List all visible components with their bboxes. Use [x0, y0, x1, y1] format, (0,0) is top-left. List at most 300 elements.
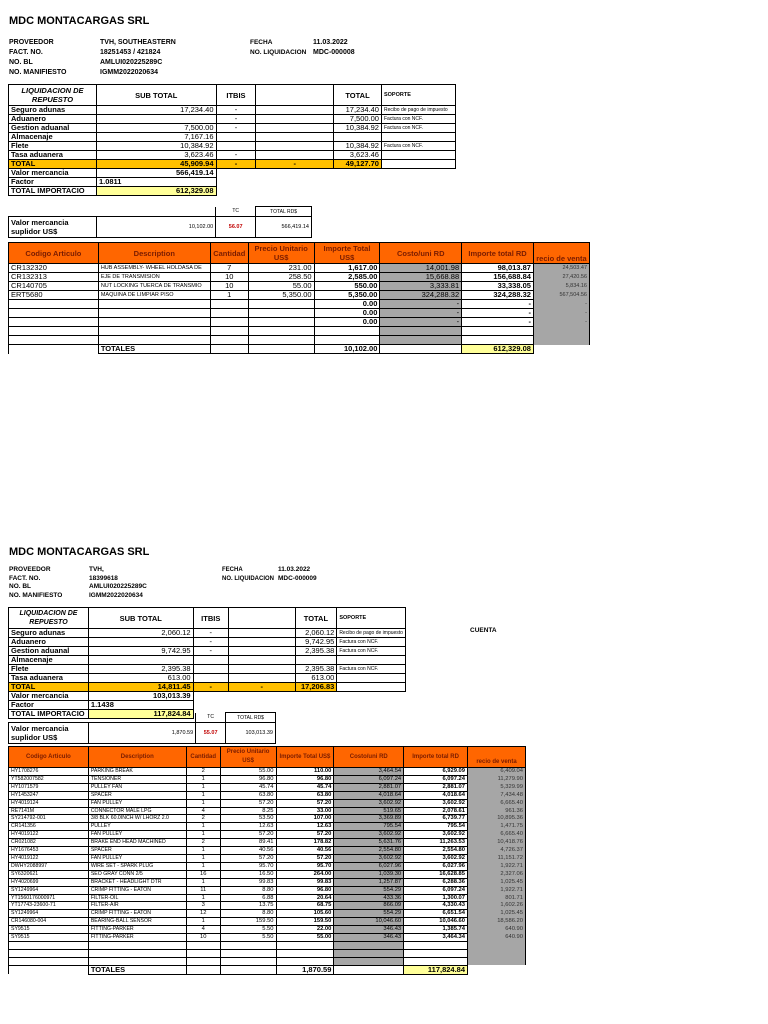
table-row: [9, 815, 526, 823]
sale-price-cell: [468, 941, 526, 949]
total-rd-cell: 3,464.34: [404, 934, 468, 942]
total-us-cell: 107.00: [276, 815, 334, 823]
unit-price-cell: 8.80: [220, 886, 276, 894]
description-cell: [98, 309, 210, 318]
total-us-cell: 99.83: [276, 878, 334, 886]
sale-price-cell: 801.71: [468, 894, 526, 902]
code-cell: HY1453247: [9, 791, 89, 799]
unit-price-cell: 258.50: [248, 273, 314, 282]
summary-cell: [216, 133, 256, 142]
unit-price-cell: 96.80: [220, 775, 276, 783]
unit-price-cell: 8.25: [220, 807, 276, 815]
table-row: [9, 910, 526, 918]
cost-rd-cell: 1,257.87: [334, 878, 404, 886]
cost-rd-cell: 3,464.54: [334, 768, 404, 776]
unit-price-cell: 45.74: [220, 783, 276, 791]
total-us-cell: 95.70: [276, 862, 334, 870]
qty-cell: 1: [186, 791, 220, 799]
total-us-cell: 57.20: [276, 799, 334, 807]
summary-cell: [256, 151, 334, 160]
total-us-cell: 96.80: [276, 775, 334, 783]
summary-cell: [193, 656, 228, 665]
cost-rd-cell: 2,881.07: [334, 783, 404, 791]
unit-price-cell: [248, 336, 314, 345]
total-us-cell: 0.00: [314, 318, 380, 327]
qty-cell: 2: [186, 839, 220, 847]
qty-cell: 10: [210, 273, 248, 282]
description-cell: [98, 336, 210, 345]
qty-cell: 16: [186, 870, 220, 878]
soporte-cell: [381, 151, 455, 160]
sale-price-cell: 27,420.56: [533, 273, 589, 282]
qty-cell: [210, 327, 248, 336]
total-rd-cell: 6,288.36: [404, 878, 468, 886]
code-cell: [9, 941, 89, 949]
total-us-cell: [276, 957, 334, 965]
description-cell: FAN PULLEY: [88, 799, 186, 807]
tc-value: 56.07: [216, 217, 256, 238]
total-us-cell: [314, 327, 380, 336]
bl-value: AMLUI020225289C: [100, 59, 163, 66]
description-cell: FITTING-PARKER: [88, 926, 186, 934]
table-row: [9, 300, 590, 309]
cost-rd-cell: 866.09: [334, 902, 404, 910]
qty-cell: 4: [186, 807, 220, 815]
total-rd-cell: 4,018.64: [404, 791, 468, 799]
unit-price-cell: [248, 327, 314, 336]
unit-price-cell: 16.50: [220, 870, 276, 878]
total-importacion-row: TOTAL IMPORTACIO 117,824.84: [9, 710, 406, 719]
code-cell: HY4019122: [9, 854, 89, 862]
total-us-cell: 68.75: [276, 902, 334, 910]
sale-price-cell: 18,586.20: [468, 918, 526, 926]
supplier-info-values: [89, 566, 147, 600]
qty-cell: 7: [210, 264, 248, 273]
qty-cell: 1: [186, 775, 220, 783]
code-cell: [9, 949, 89, 957]
supplier-value-table: TC TOTAL RD$ Valor mercancia suplidor US$ 10,102.00 56.07 566,419.14: [8, 206, 312, 238]
summary-cell: [193, 674, 228, 683]
total-rd-cell: 11,263.53: [404, 839, 468, 847]
table-row: [9, 327, 590, 336]
total-rd-cell: 6,027.96: [404, 862, 468, 870]
qty-cell: [186, 949, 220, 957]
total-rd-cell: 156,688.84: [462, 273, 534, 282]
description-cell: PULLEY FAN: [88, 783, 186, 791]
table-row: [9, 336, 590, 345]
qty-cell: 1: [186, 894, 220, 902]
summary-cell: 2,395.38: [295, 647, 337, 656]
summary-row: [9, 133, 456, 142]
cost-rd-cell: 519.65: [334, 807, 404, 815]
code-cell: CR141356: [9, 823, 89, 831]
code-cell: CR140705: [9, 282, 99, 291]
total-us-cell: [276, 949, 334, 957]
description-cell: FILTER-AIR: [88, 902, 186, 910]
total-us-cell: 57.20: [276, 831, 334, 839]
table-row: [9, 949, 526, 957]
total-rd-cell: 6,929.09: [404, 768, 468, 776]
fecha-value: 11.03.2022: [313, 39, 348, 46]
cost-rd-cell: 3,602.92: [334, 854, 404, 862]
proveedor-value: TVH, SOUTHEASTERN: [100, 39, 176, 46]
summary-cell: 7,167.16: [96, 133, 216, 142]
totals-row: TOTALES 1,870.59 117,824.84: [9, 965, 526, 974]
total-us-cell: 20.64: [276, 894, 334, 902]
summary-row: [9, 629, 406, 638]
sale-price-cell: 6,409.04: [468, 768, 526, 776]
unit-price-cell: 53.50: [220, 815, 276, 823]
cost-rd-cell: 1,039.30: [334, 870, 404, 878]
qty-cell: 1: [186, 831, 220, 839]
unit-price-cell: 12.63: [220, 823, 276, 831]
table-row: [9, 309, 590, 318]
summary-row: [9, 115, 456, 124]
sale-price-cell: 11,279.90: [468, 775, 526, 783]
qty-cell: 4: [186, 926, 220, 934]
total-us-cell: 5,350.00: [314, 291, 380, 300]
cost-rd-cell: 433.36: [334, 894, 404, 902]
qty-cell: 1: [186, 783, 220, 791]
bl-value: AMLUI020225289C: [89, 583, 147, 590]
description-cell: HUB ASSEMBLY- WHEEL HOLDASA DE: [98, 264, 210, 273]
total-rd-cell: 4,330.43: [404, 902, 468, 910]
total-rd-cell: -: [462, 318, 534, 327]
company-name: MDC MONTACARGAS SRL: [9, 15, 150, 27]
soporte-cell: [381, 133, 455, 142]
total-us-cell: 33.00: [276, 807, 334, 815]
qty-cell: 1: [186, 918, 220, 926]
code-cell: YT582007582: [9, 775, 89, 783]
sale-price-cell: 10,895.36: [468, 815, 526, 823]
summary-cell: -: [228, 683, 295, 692]
sale-price-cell: 10,418.76: [468, 839, 526, 847]
summary-row: [9, 106, 456, 115]
table-row: [9, 862, 526, 870]
qty-cell: 1: [186, 823, 220, 831]
sale-price-cell: 5,834.16: [533, 282, 589, 291]
qty-cell: 10: [210, 282, 248, 291]
total-rd-cell: 33,338.05: [462, 282, 534, 291]
valor-mercancia-row: Valor mercancia 566,419.14: [9, 169, 456, 178]
unit-price-cell: [220, 941, 276, 949]
summary-cell: 2,060.12: [88, 629, 193, 638]
liquidacion-value: MDC-000009: [278, 574, 317, 582]
cost-summary-table: [8, 84, 456, 196]
summary-cell: -: [216, 115, 256, 124]
qty-cell: 1: [186, 799, 220, 807]
date-labels: FECHA NO. LIQUIDACION: [250, 39, 307, 56]
summary-cell: 9,742.95: [88, 647, 193, 656]
sale-price-cell: [468, 949, 526, 957]
description-cell: SPACER: [88, 847, 186, 855]
supplier-info-labels: PROVEEDOR FACT. NO. NO. BL NO. MANIFIESTO: [9, 39, 67, 76]
table-row: [9, 886, 526, 894]
summary-cell: 3,623.46: [96, 151, 216, 160]
sale-price-cell: 6,665.40: [468, 799, 526, 807]
summary-cell: -: [193, 638, 228, 647]
table-row: [9, 870, 526, 878]
total-us: 1,870.59: [276, 965, 334, 974]
total-rd-cell: 3,602.92: [404, 831, 468, 839]
soporte-cell: [337, 656, 406, 665]
qty-cell: 1: [210, 291, 248, 300]
code-cell: DWHY2088997: [9, 862, 89, 870]
concept-label: Flete: [9, 142, 97, 151]
concept-label: Tasa aduanera: [9, 674, 89, 683]
total-rd-cell: -: [462, 309, 534, 318]
table-row: [9, 918, 526, 926]
tc-value: 55.07: [196, 723, 226, 744]
sale-price-cell: 961.36: [468, 807, 526, 815]
code-cell: CR146080-004: [9, 918, 89, 926]
qty-cell: [210, 309, 248, 318]
summary-row: [9, 124, 456, 133]
qty-cell: 2: [186, 768, 220, 776]
unit-price-cell: [248, 300, 314, 309]
unit-price-cell: 40.56: [220, 847, 276, 855]
description-cell: CRIMP FITTING - EATON: [88, 910, 186, 918]
sale-price-cell: 1,922.71: [468, 886, 526, 894]
sale-price-cell: 640.90: [468, 934, 526, 942]
summary-cell: 2,395.38: [295, 665, 337, 674]
cost-rd-cell: [334, 949, 404, 957]
code-cell: SY1249964: [9, 910, 89, 918]
unit-price-cell: [248, 309, 314, 318]
code-cell: SY214792-001: [9, 815, 89, 823]
summary-cell: 17,234.40: [334, 106, 382, 115]
sale-price-cell: 640.90: [468, 926, 526, 934]
summary-row: [9, 160, 456, 169]
total-us-cell: 2,585.00: [314, 273, 380, 282]
summary-cell: 2,395.38: [88, 665, 193, 674]
code-cell: [9, 309, 99, 318]
soporte-cell: Factura con NCF.: [337, 647, 406, 656]
total-us-cell: 550.00: [314, 282, 380, 291]
table-row: [9, 957, 526, 965]
total-rd-cell: 324,288.32: [462, 291, 534, 300]
unit-price-cell: 57.20: [220, 799, 276, 807]
table-row: [9, 934, 526, 942]
description-cell: [98, 300, 210, 309]
qty-cell: 3: [186, 902, 220, 910]
fecha-value: 11.03.2022: [278, 566, 311, 573]
soporte-cell: Factura con NCF.: [337, 638, 406, 647]
summary-cell: 10,384.92: [334, 124, 382, 133]
total-rd-value: 566,419.14: [256, 217, 312, 238]
description-cell: CRIMP FITTING - EATON: [88, 886, 186, 894]
summary-cell: [88, 638, 193, 647]
soporte-cell: Factura con NCF.: [381, 115, 455, 124]
cost-rd-cell: -: [380, 318, 462, 327]
total-rd-cell: [404, 949, 468, 957]
unit-price-cell: [220, 949, 276, 957]
summary-cell: [228, 638, 295, 647]
summary-cell: -: [216, 151, 256, 160]
cuenta-label: CUENTA: [470, 627, 497, 634]
summary-row: [9, 647, 406, 656]
code-cell: YT1560176000971: [9, 894, 89, 902]
summary-cell: [256, 142, 334, 151]
sale-price-cell: 5,329.99: [468, 783, 526, 791]
summary-cell: -: [216, 124, 256, 133]
cost-rd-cell: 6,097.24: [334, 775, 404, 783]
cost-rd-cell: 5,631.76: [334, 839, 404, 847]
items-header-row: Codigo Articulo Description Cantidad Precio Unitario US$ Importe Total US$ Costo/uni RD Importe total RD recio de venta: [9, 243, 590, 264]
total-rd-cell: 2,881.07: [404, 783, 468, 791]
table-row: [9, 839, 526, 847]
sale-price-cell: 2,327.06: [468, 870, 526, 878]
table-row: [9, 847, 526, 855]
summary-cell: [228, 674, 295, 683]
unit-price-cell: 5.50: [220, 926, 276, 934]
concept-label: Seguro adunas: [9, 629, 89, 638]
unit-price-cell: [248, 318, 314, 327]
description-cell: NUT LOCKING TUERCA DE TRANSMIO: [98, 282, 210, 291]
description-cell: PULLEY: [88, 823, 186, 831]
total-us-cell: 105.60: [276, 910, 334, 918]
summary-cell: [193, 665, 228, 674]
description-cell: SPACER: [88, 791, 186, 799]
sale-price-cell: [533, 336, 589, 345]
sale-price-cell: 4,726.37: [468, 847, 526, 855]
unit-price-cell: 8.80: [220, 910, 276, 918]
total-us-cell: 12.63: [276, 823, 334, 831]
description-cell: FAN PULLEY: [88, 831, 186, 839]
summary-cell: 49,127.70: [334, 160, 382, 169]
total-us-cell: 110.00: [276, 768, 334, 776]
total-rd-cell: -: [462, 300, 534, 309]
total-us-cell: 22.00: [276, 926, 334, 934]
code-cell: CR021082: [9, 839, 89, 847]
cost-rd-cell: -: [380, 300, 462, 309]
soporte-cell: Recibo de pago de impuesto: [381, 106, 455, 115]
code-cell: [9, 327, 99, 336]
qty-cell: 10: [186, 934, 220, 942]
total-rd-value: 103,013.39: [226, 723, 276, 744]
summary-row: [9, 674, 406, 683]
table-row: [9, 878, 526, 886]
summary-cell: [228, 665, 295, 674]
total-us-cell: [314, 336, 380, 345]
summary-cell: -: [193, 629, 228, 638]
concept-label: Aduanero: [9, 115, 97, 124]
sale-price-cell: 7,434.48: [468, 791, 526, 799]
fact-value: 18251453 / 421824: [100, 49, 161, 56]
cost-rd-cell: 3,602.92: [334, 831, 404, 839]
description-cell: CONNECTOR MALE LPG: [88, 807, 186, 815]
cost-rd-cell: -: [380, 309, 462, 318]
totals-row: TOTALES 10,102.00 612,329.08: [9, 345, 590, 354]
summary-cell: [295, 656, 337, 665]
qty-cell: [210, 300, 248, 309]
sale-price-cell: 567,504.56: [533, 291, 589, 300]
table-row: [9, 823, 526, 831]
cost-rd-cell: 3,602.92: [334, 799, 404, 807]
code-cell: [9, 957, 89, 965]
unit-price-cell: 231.00: [248, 264, 314, 273]
total-us-cell: 45.74: [276, 783, 334, 791]
concept-label: Flete: [9, 665, 89, 674]
summary-cell: 3,623.46: [334, 151, 382, 160]
summary-cell: -: [256, 160, 334, 169]
company-name: MDC MONTACARGAS SRL: [9, 546, 150, 558]
table-row: [9, 807, 526, 815]
qty-cell: 1: [186, 847, 220, 855]
summary-row: [9, 151, 456, 160]
summary-row: [9, 665, 406, 674]
table-row: [9, 902, 526, 910]
total-us: 10,102.00: [314, 345, 380, 354]
unit-price-cell: 5.50: [220, 934, 276, 942]
table-row: [9, 775, 526, 783]
code-cell: [9, 300, 99, 309]
total-rd-cell: 6,739.77: [404, 815, 468, 823]
total-us-cell: [276, 941, 334, 949]
code-cell: HY1071579: [9, 783, 89, 791]
supplier-value-table: TC TOTAL RD$ Valor mercancia suplidor US$ 1,870.59 55.07 103,013.39: [8, 712, 276, 744]
table-row: [9, 941, 526, 949]
valor-mercancia-row: Valor mercancia 103,013.39: [9, 692, 406, 701]
sale-price-cell: 6,665.40: [468, 831, 526, 839]
total-rd-cell: 1,300.07: [404, 894, 468, 902]
sale-price-cell: 24,503.47: [533, 264, 589, 273]
sale-price-cell: 1,922.71: [468, 862, 526, 870]
qty-cell: [210, 318, 248, 327]
supplier-info-labels: PROVEEDOR FACT. NO. NO. BL NO. MANIFIESTO: [9, 566, 63, 599]
manifiesto-value: IGMM2022020634: [100, 69, 158, 76]
description-cell: PARKING BREAK: [88, 768, 186, 776]
total-us-cell: 0.00: [314, 300, 380, 309]
cost-rd-cell: 795.54: [334, 823, 404, 831]
unit-price-cell: 99.83: [220, 878, 276, 886]
soporte-cell: [337, 683, 406, 692]
description-cell: FAN PULLEY: [88, 854, 186, 862]
unit-price-cell: 95.70: [220, 862, 276, 870]
liquidacion-value: MDC-000008: [313, 49, 355, 56]
table-row: [9, 768, 526, 776]
cost-rd-cell: [380, 327, 462, 336]
concept-label: Aduanero: [9, 638, 89, 647]
qty-cell: [186, 957, 220, 965]
description-cell: TENSIONER: [88, 775, 186, 783]
total-us-cell: 264.00: [276, 870, 334, 878]
summary-cell: 7,500.00: [96, 124, 216, 133]
summary-cell: [256, 115, 334, 124]
summary-cell: -: [216, 160, 256, 169]
unit-price-cell: 63.80: [220, 791, 276, 799]
unit-price-cell: 13.75: [220, 902, 276, 910]
code-cell: HY4019122: [9, 831, 89, 839]
proveedor-value: TVH,: [89, 566, 104, 573]
summary-row: [9, 683, 406, 692]
total-rd-cell: [404, 941, 468, 949]
table-row: [9, 894, 526, 902]
total-rd-cell: 1,385.74: [404, 926, 468, 934]
description-cell: BRAKE END HEAD MACHINED: [88, 839, 186, 847]
unit-price-cell: 159.50: [220, 918, 276, 926]
suplidor-value: 1,870.59: [88, 723, 195, 744]
description-cell: MAQUINA DE LIMPIAR PISO: [98, 291, 210, 300]
summary-row: [9, 638, 406, 647]
description-cell: [88, 941, 186, 949]
total-rd-cell: [462, 336, 534, 345]
total-rd-cell: 6,097.24: [404, 775, 468, 783]
sale-price-cell: -: [533, 309, 589, 318]
cost-rd-cell: 2,554.80: [334, 847, 404, 855]
unit-price-cell: 6.88: [220, 894, 276, 902]
unit-price-cell: 57.20: [220, 854, 276, 862]
